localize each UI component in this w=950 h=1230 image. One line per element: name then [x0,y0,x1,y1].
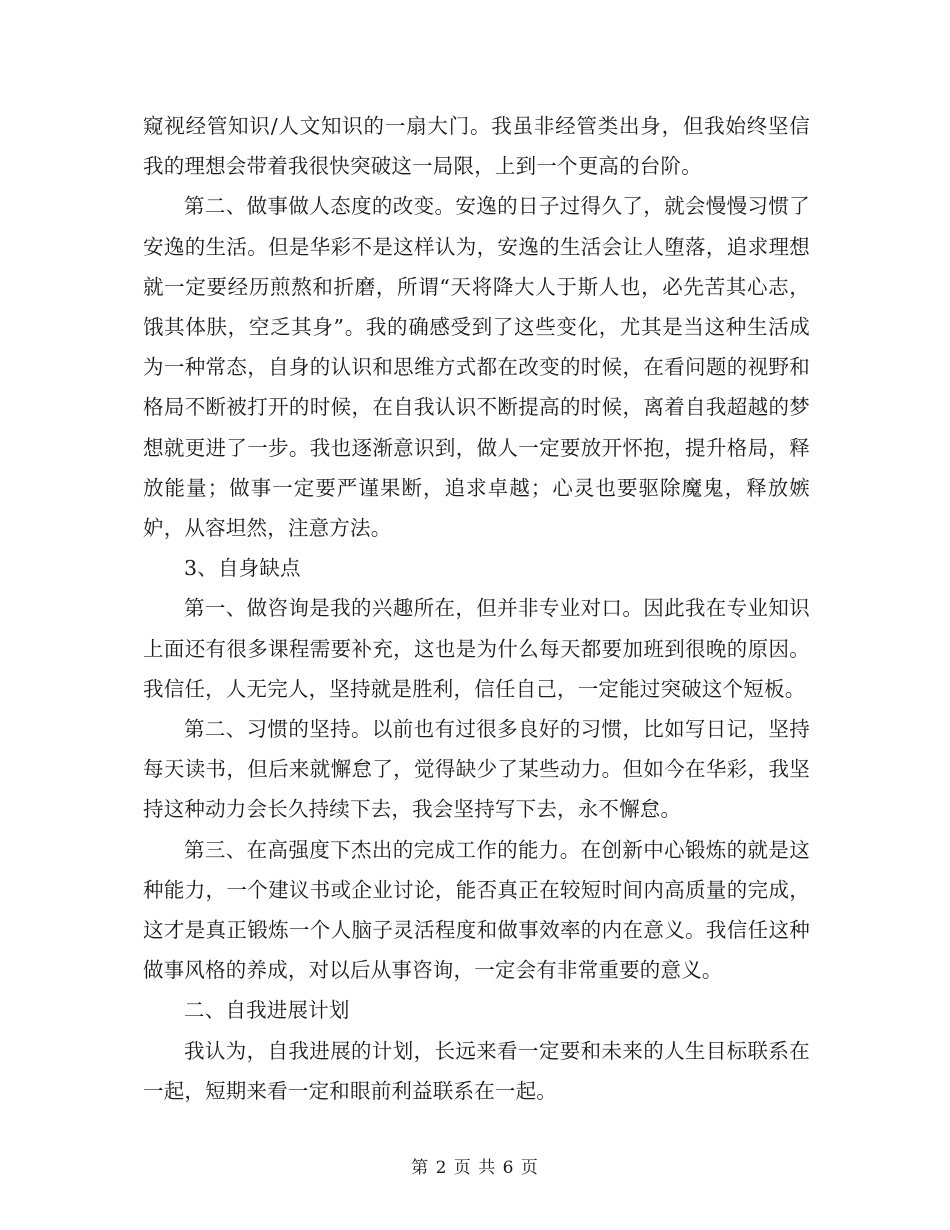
section-heading-shortcomings: 3、自身缺点 [184,556,301,581]
document-body [143,106,810,1111]
paragraph-consulting-interest: 第一、做咨询是我的兴趣所在，但并非专业对口。因此我在专业知识上面还有很多课程需要补充，这也是为什么每天都要加班到很晚的原因。我信任，人无完人，坚持就是胜利，信任自己，一定能过突破这个短板。 [143,596,810,701]
paragraph-habit-persistence: 第二、习惯的坚持。以前也有过很多良好的习惯，比如写日记，坚持每天读书，但后来就懈怠了，觉得缺少了某些动力。但如今在华彩，我坚持这种动力会长久持续下去，我会坚持写下去，永不懈怠。 [143,717,810,822]
page-number-footer: 第 2 页 共 6 页 [411,1158,539,1178]
paragraph-high-intensity-work: 第三、在高强度下杰出的完成工作的能力。在创新中心锻炼的就是这种能力，一个建议书或企业讨论，能否真正在较短时间内高质量的完成，这才是真正锻炼一个人脑子灵活程度和做事效率的内在意义。我信任这种做事风格的养成，对以后从事咨询，一定会有非常重要的意义。 [143,837,810,983]
section-heading-development-plan: 二、自我进展计划 [184,998,350,1023]
paragraph-development-plan: 我认为，自我进展的计划，长远来看一定要和未来的人生目标联系在一起，短期来看一定和眼前利益联系在一起。 [143,1038,810,1103]
paragraph-attitude-change: 第二、做事做人态度的改变。安逸的日子过得久了，就会慢慢习惯了安逸的生活。但是华彩不是这样认为，安逸的生活会让人堕落，追求理想就一定要经历煎熬和折磨，所谓“天将降大人于斯人也，必先苦其心志，饿其体肤，空乏其身”。我的确感受到了这些变化，尤其是当这种生活成为一种常态，自身的认识和思维方式都在改变的时候，在看问题的视野和格局不断被打开的时候，在自我认识不断提高的时候，离着自我超越的梦想就更进了一步。我也逐渐意识到，做人一定要放开怀抱，提升格局，释放能量；做事一定要严谨果断，追求卓越；心灵也要驱除魔鬼，释放嫉妒，从容坦然，注意方法。 [143,194,810,541]
paragraph-continuation: 窥视经管知识/人文知识的一扇大门。我虽非经管类出身，但我始终坚信我的理想会带着我很快突破这一局限，上到一个更高的台阶。 [143,114,810,179]
